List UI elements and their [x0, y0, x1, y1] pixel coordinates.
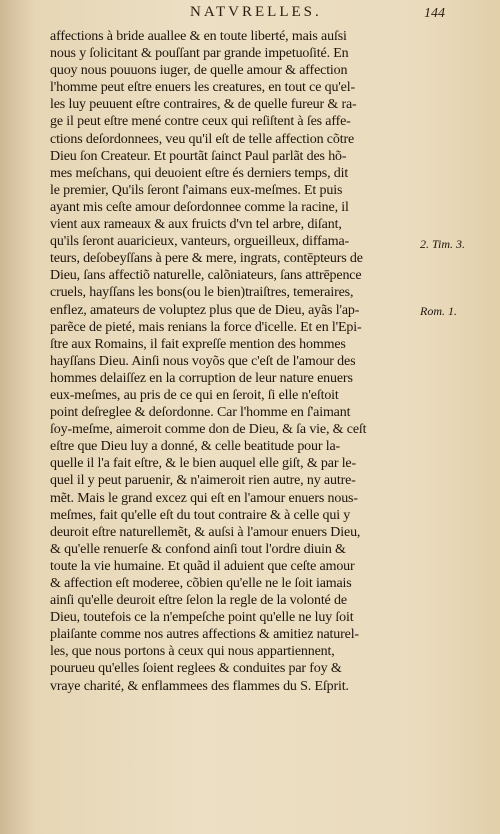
- text-line: vraye charité, & enflammees des flammes du S. Eſprit.: [50, 678, 349, 694]
- text-line: meſmes, fait qu'elle eſt du tout contraire & à celle qui y: [50, 507, 351, 523]
- text-line: enflez, amateurs de voluptez plus que de Dieu, ayãs l'ap-: [50, 302, 360, 318]
- text-line: les luy peuuent eſtre contraires, & de quelle fureur & ra-: [50, 97, 357, 113]
- text-line: point deſreglee & deſordonne. Car l'homme en ſ'aimant: [50, 405, 351, 421]
- running-title: NATVRELLES.: [190, 4, 322, 20]
- text-line: toute la vie humaine. Et quãd il aduient que ceſte amour: [50, 558, 355, 574]
- text-line: affections à bride auallee & en toute liberté, mais auſsi: [50, 29, 347, 44]
- text-line: quelle il l'a fait eſtre, & le bien auquel elle giſt, & par le-: [50, 456, 357, 472]
- text-line: eſtre que Dieu luy a donné, & celle beatitude pour la-: [50, 439, 341, 455]
- text-line: deuroit eſtre naturellemẽt, & auſsi à l'amour enuers Dieu,: [50, 524, 361, 540]
- text-line: pourueu qu'elles ſoient reglees & conduites par foy &: [50, 661, 342, 677]
- text-line: eux-meſmes, au pris de ce qui en ſeroit, ſi elle n'eſtoit: [50, 387, 339, 403]
- text-line: ſtre aux Romains, il fait expreſſe mention des hommes: [50, 336, 346, 352]
- text-line: le premier, Qu'ils ſeront ſ'aimans eux-meſmes. Et puis: [50, 182, 343, 198]
- text-line: Dieu, ſans affectiõ naturelle, calõniateurs, ſans attrēpence: [50, 268, 362, 284]
- page-number: 144: [424, 6, 445, 21]
- text-line: Dieu, toutefois ce la n'empeſche point qu'elle ne luy ſoit: [50, 610, 354, 626]
- text-line: l'homme peut eſtre enuers les creatures, en tout ce qu'el-: [50, 80, 355, 96]
- margin-note-rom-1: Rom. 1.: [420, 304, 457, 318]
- margin-note-2-tim-3: 2. Tim. 3.: [420, 237, 466, 251]
- page-header: [0, 4, 500, 26]
- text-line: nous y ſolicitant & pouſſant par grande impetuoſité. En: [50, 46, 349, 62]
- text-line: qu'ils ſeront auaricieux, vanteurs, orgueilleux, diffama-: [50, 234, 350, 250]
- text-line: cruels, hayſſans les bons(ou le bien)traiſtres, temeraires,: [50, 285, 354, 301]
- text-line: ainſi qu'elle deuroit eſtre ſelon la regle de la volonté de: [50, 593, 347, 609]
- text-line: les, que nous portons à ceux qui nous appartiennent,: [50, 644, 335, 660]
- text-line: hayſſans Dieu. Ainſi nous voyõs que c'eſt de l'amour des: [50, 353, 356, 369]
- text-line: teurs, deſobeyſſans à pere & mere, ingrats, contēpteurs de: [50, 251, 363, 267]
- text-line: mẽt. Mais le grand excez qui eſt en l'amour enuers nous-: [50, 490, 358, 506]
- text-line: quoy nous pouuons iuger, de quelle amour & affection: [50, 63, 348, 79]
- text-line: parẽce de pieté, mais renians la force d'icelle. Et en l'Epi-: [50, 319, 362, 335]
- body-text: [50, 28, 420, 695]
- text-line: quel il y peut paruenir, & n'aimeroit rien autre, ny autre-: [50, 473, 356, 489]
- text-line: Dieu ſon Createur. Et pourtãt ſainct Paul parlãt des hõ-: [50, 148, 347, 164]
- text-line: hommes delaiſſez en la corruption de leur nature enuers: [50, 370, 353, 386]
- text-line: ſoy-meſme, aimeroit comme don de Dieu, & ſa vie, & ceſt: [50, 422, 367, 438]
- text-line: & affection eſt moderee, cõbien qu'elle ne le ſoit iamais: [50, 576, 352, 591]
- text-line: ayant mis ceſte amour deſordonnee comme la racine, il: [50, 199, 349, 215]
- text-line: ctions deſordonnees, veu qu'il eſt de telle affection cõtre: [50, 131, 355, 147]
- text-line: & qu'elle renuerſe & confond ainſi tout l'ordre diuin &: [50, 541, 346, 557]
- text-line: vient aux rameaux & aux fruicts d'vn tel arbre, diſant,: [50, 217, 342, 233]
- text-line: mes meſchans, qui deuoient eſtre és derniers temps, dit: [50, 165, 349, 181]
- text-line: ge il peut eſtre mené contre ceux qui reſiſtent à ſes affe-: [50, 114, 351, 130]
- text-line: plaiſante comme nos autres affections & amitiez naturel-: [50, 627, 359, 643]
